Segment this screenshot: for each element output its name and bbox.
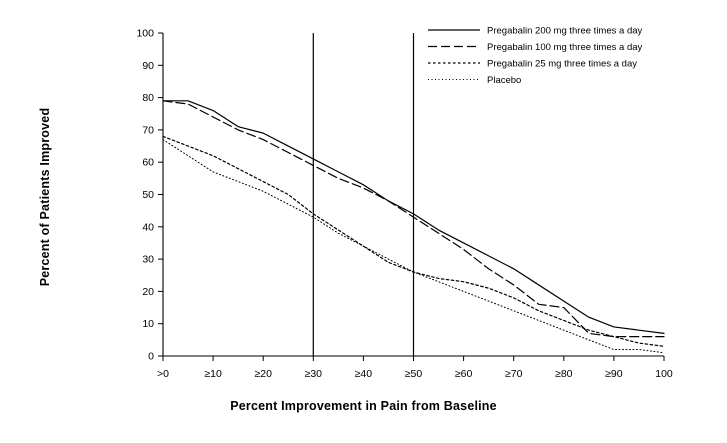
y-axis-title: Percent of Patients Improved [38, 107, 52, 287]
y-tick-label: 100 [136, 27, 154, 40]
y-tick-label: 0 [148, 350, 154, 363]
y-tick-label: 90 [142, 59, 154, 72]
y-axis-ticks [136, 28, 163, 363]
legend-label: Pregabalin 100 mg three times a day [487, 42, 643, 54]
x-axis-ticks [157, 356, 673, 380]
x-tick-label: ≥50 [404, 368, 423, 380]
reference-lines [313, 33, 413, 356]
x-axis-title: Percent Improvement in Pain from Baseline [230, 399, 497, 413]
x-tick-label: ≥90 [605, 368, 623, 380]
x-tick-label: ≥40 [354, 368, 373, 380]
y-tick-label: 50 [142, 189, 154, 201]
chart-legend [428, 26, 643, 87]
y-tick-label: 20 [142, 285, 154, 298]
y-tick-label: 60 [142, 156, 154, 169]
x-tick-label: ≥10 [204, 368, 222, 380]
y-tick-label: 70 [142, 124, 154, 137]
x-tick-label: 100 [655, 368, 673, 380]
x-tick-label: ≥20 [254, 368, 272, 380]
x-tick-label: ≥60 [454, 368, 473, 380]
y-tick-label: 10 [142, 318, 154, 331]
x-tick-label: ≥80 [555, 368, 573, 380]
x-tick-label: >0 [157, 368, 169, 380]
legend-label: Pregabalin 25 mg three times a day [487, 58, 637, 70]
x-tick-label: ≥70 [504, 368, 523, 380]
y-tick-label: 40 [142, 221, 154, 234]
x-tick-label: ≥30 [304, 368, 323, 380]
y-tick-label: 80 [142, 92, 154, 105]
legend-label: Pregabalin 200 mg three times a day [487, 25, 643, 37]
y-tick-label: 30 [142, 253, 154, 266]
legend-label: Placebo [487, 75, 522, 87]
